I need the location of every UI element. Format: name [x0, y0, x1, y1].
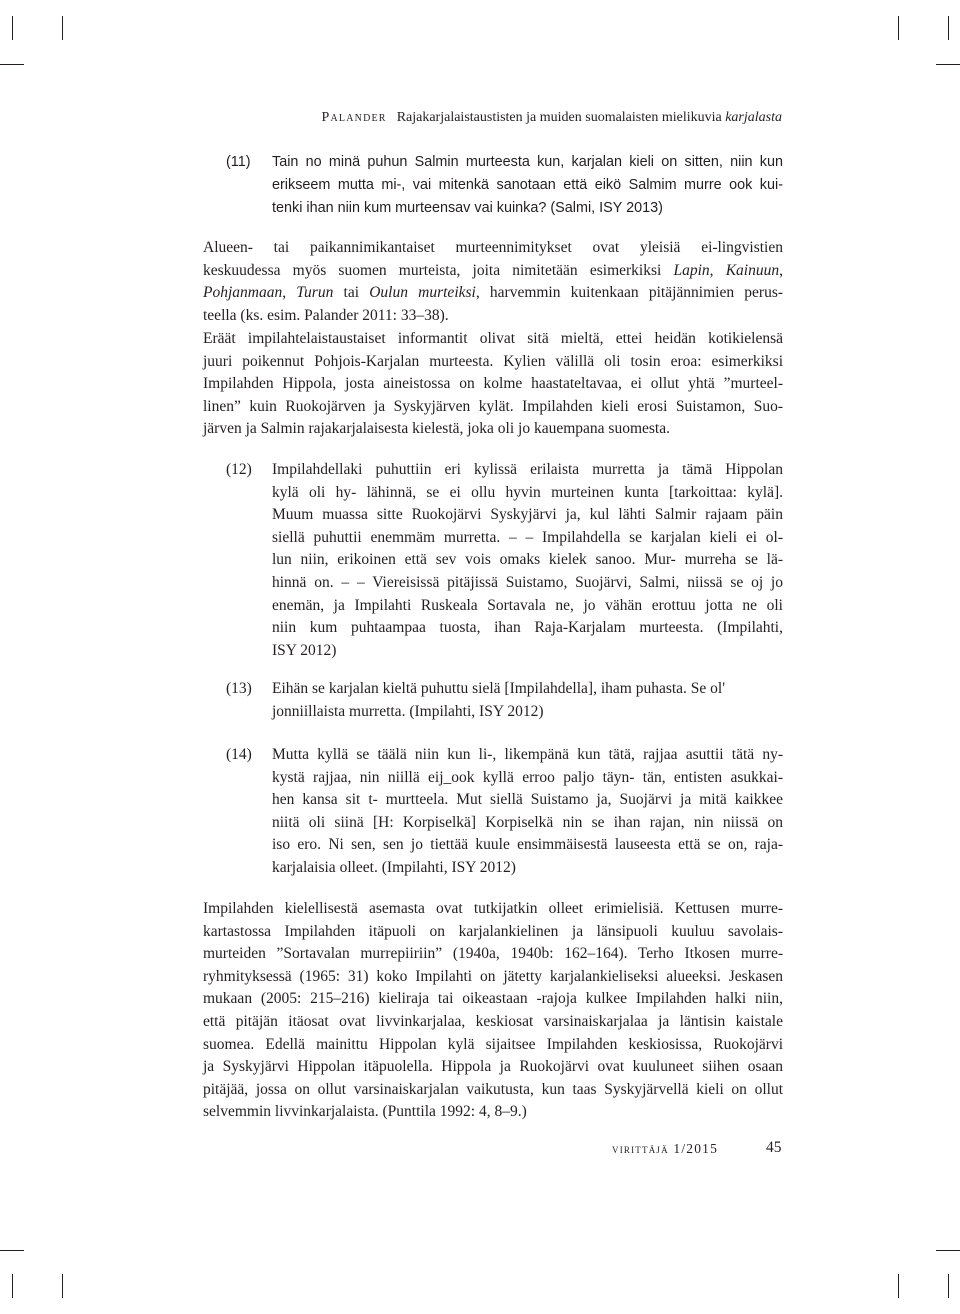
dialect-name: Oulun murteiksi — [369, 284, 476, 302]
crop-mark — [948, 16, 949, 40]
example-line: ISY 2012) — [272, 641, 337, 659]
running-header — [322, 110, 782, 126]
paragraph-line: selvemmin livvinkarjalaista. (Punttila 1992: 4, 8–9.) — [203, 1103, 527, 1121]
example-line: Eihän se karjalan kieltä puhuttu sielä [Impilahdella], iham puhasta. Se ol' — [272, 680, 726, 697]
paragraph-line: että pitäjän itäosat ovat livvinkarjalaa, keskiosat varsinaiskarjalaa ja läntisin kaistale — [203, 1012, 783, 1030]
example-line: niin kum puhtaampaa tuosta, ihan Raja-Karjalam murteesta. (Impilahti, — [272, 619, 783, 637]
example-line: hen kansa sit t- murtteela. Mut siellä Suistamo ja, Suojärvi ja mitä kaikkee — [272, 791, 783, 809]
journal-name: virittäjä 1/2015 — [612, 1141, 719, 1156]
paragraph-line: järven ja Salmin rajakarjalaisesta kielestä, joka oli jo kauempana suomesta. — [203, 420, 670, 438]
paragraph-line: Impilahden Hippola, josta aineistossa on kolme haastateltavaa, ei ollut yhtä ”murteel- — [203, 375, 783, 393]
paragraph-text: tai — [333, 284, 370, 302]
example-line: jonniillaista murretta. (Impilahti, ISY 2012) — [272, 702, 544, 720]
paragraph-line: pitäjää, jossa on ollut varsinaiskarjalan vaikutusta, kun taas Syskyjärvellä kieli on ollut — [203, 1080, 783, 1098]
example-11 — [272, 151, 783, 219]
paragraph-line: ja Syskyjärvi Hippolan itäpuolella. Hippola ja Ruokojärvi ovat kuuluneet siihen osaan — [203, 1058, 783, 1076]
paragraph — [203, 898, 783, 1124]
paragraph — [203, 328, 783, 441]
crop-mark — [0, 1250, 24, 1251]
paragraph-line: juuri poikennut Pohjois-Karjalan murteesta. Kylien välillä oli tosin eroa: esimerkiksi — [203, 352, 783, 370]
example-line: Muum muassa sitte Ruokojärvi Syskyjärvi ja, kul lähti Salmir rajaam päin — [272, 506, 783, 524]
running-footer — [612, 1141, 718, 1157]
example-12 — [272, 459, 783, 662]
paragraph-text: , — [282, 284, 297, 302]
example-line: enemän, ja Impilahti Ruskeala Sortavala ne, jo vähän erottuu jotta ne oli — [272, 596, 783, 614]
example-number: (13) — [226, 680, 252, 697]
example-line: karjalaisia olleet. (Impilahti, ISY 2012) — [272, 858, 516, 876]
dialect-name: Pohjanmaan — [203, 284, 283, 302]
header-title-italic: karjalasta — [725, 110, 782, 125]
page-number: 45 — [766, 1139, 782, 1156]
header-title: Rajakarjalaistaustisten ja muiden suomalaisten mielikuvia — [396, 110, 726, 125]
paragraph-line: linen” kuin Ruokojärven ja Syskyjärven kylät. Impilahden kieli erosi Suistamon, Suo- — [203, 397, 783, 415]
example-line: siellä puhuttii enemmäm murretta. – – Impilahdella se karjalan kieli ei ol- — [272, 528, 783, 546]
crop-mark — [12, 1274, 13, 1298]
crop-mark — [898, 16, 899, 40]
paragraph-line: suomea. Edellä mainittu Hippolan kylä sijaitsee Impilahden keskiosissa, Ruokojärvi — [203, 1035, 783, 1053]
dialect-name: Turun — [296, 284, 334, 302]
example-line: kystä rajjaa, nin niillä eij_ook kyllä erroo paljo täyn- tän, entisten asukkai- — [272, 768, 783, 786]
example-line: kylä oli hy- lähinnä, se ei ollu hyvin murteinen kunta [tarkoittaa: kylä]. — [272, 483, 783, 501]
example-number: (11) — [226, 154, 251, 170]
crop-mark — [62, 1274, 63, 1298]
example-line: Mutta kyllä se täälä niin kun li-, likempänä kun tätä, rajjaa asuttii tätä ny- — [272, 746, 783, 763]
example-14 — [272, 744, 783, 880]
paragraph-line: mukaan (2005: 215–216) kieliraja tai oikeastaan -rajoja kulkee Impilahden halki niin, — [203, 990, 783, 1008]
paragraph-text: keskuudessa myös suomen murteista, joita nimitetään esimerkiksi — [203, 261, 674, 279]
example-line: erikseem mutta mi-, vai mitenkä sanotaan että eikö Salmim murre ook kui- — [272, 176, 783, 193]
example-line: Impilahdellaki puhuttiin eri kylissä erilaista murretta ja tämä Hippolan — [272, 461, 783, 478]
crop-mark — [936, 64, 960, 65]
example-line: iso ero. Ni sen, sen jo tiettää kuule ensimmäisestä lauseesta että se on, raja- — [272, 836, 783, 854]
example-line: tenki ihan niin kum murteensav vai kuinka? — [272, 199, 547, 216]
crop-mark — [62, 16, 63, 40]
paragraph-line: ryhmityksessä (1965: 31) koko Impilahti on jätetty karjalankieliseksi alueeksi. Jeskasen — [203, 967, 783, 985]
example-line: hinnä on. – – Viereisissä pitäjissä Suistamo, Suojärvi, Salmi, niissä se oj jo — [272, 573, 783, 591]
example-number: (12) — [226, 461, 252, 478]
example-source: (Salmi, ISY 2013) — [546, 199, 663, 216]
paragraph — [203, 237, 783, 327]
header-author: Palander — [321, 110, 387, 125]
crop-mark — [936, 1250, 960, 1251]
dialect-name: Lapin — [673, 261, 710, 279]
example-line: lun niin, erikoinen että sev vois omaks kielek sanoo. Mur- murreha se lä- — [272, 551, 783, 569]
paragraph-line: teella (ks. esim. Palander 2011: 33–38). — [203, 306, 449, 324]
crop-mark — [948, 1274, 949, 1298]
paragraph-line: Eräät impilahtelaistaustaiset informantit olivat sitä mieltä, ettei heidän kotikielensä — [203, 330, 783, 347]
paragraph-line: murteiden ”Sortavalan murrepiiriin” (1940a, 1940b: 162–164). Terho Itkosen murre- — [203, 945, 783, 963]
crop-mark — [0, 64, 24, 65]
example-13 — [272, 678, 783, 723]
example-line: niitä oli siinä [H: Korpiselkä] Korpiselkä nin se ihan rajan, nin niissä on — [272, 813, 783, 831]
paragraph-line: kartastossa Impilahden itäpuoli on karjalankielinen ja länsipuoli kuuluu savolais- — [203, 922, 783, 940]
example-number: (14) — [226, 746, 252, 763]
dialect-name: Kainuun — [725, 261, 780, 279]
paragraph-text: , harvemmin kuitenkaan pitäjännimien perus- — [475, 284, 784, 302]
crop-mark — [12, 16, 13, 40]
paragraph-line: Alueen- tai paikannimikantaiset murteennimitykset ovat yleisiä ei-lingvistien — [203, 239, 783, 256]
paragraph-text: , — [709, 261, 726, 279]
paragraph-line: Impilahden kielellisestä asemasta ovat tutkijatkin olleet erimielisiä. Kettusen murre- — [203, 900, 783, 917]
example-line: Tain no minä puhun Salmin murteesta kun, karjalan kieli on sitten, niin kun — [272, 154, 783, 170]
crop-mark — [898, 1274, 899, 1298]
paragraph-text: , — [779, 261, 783, 279]
